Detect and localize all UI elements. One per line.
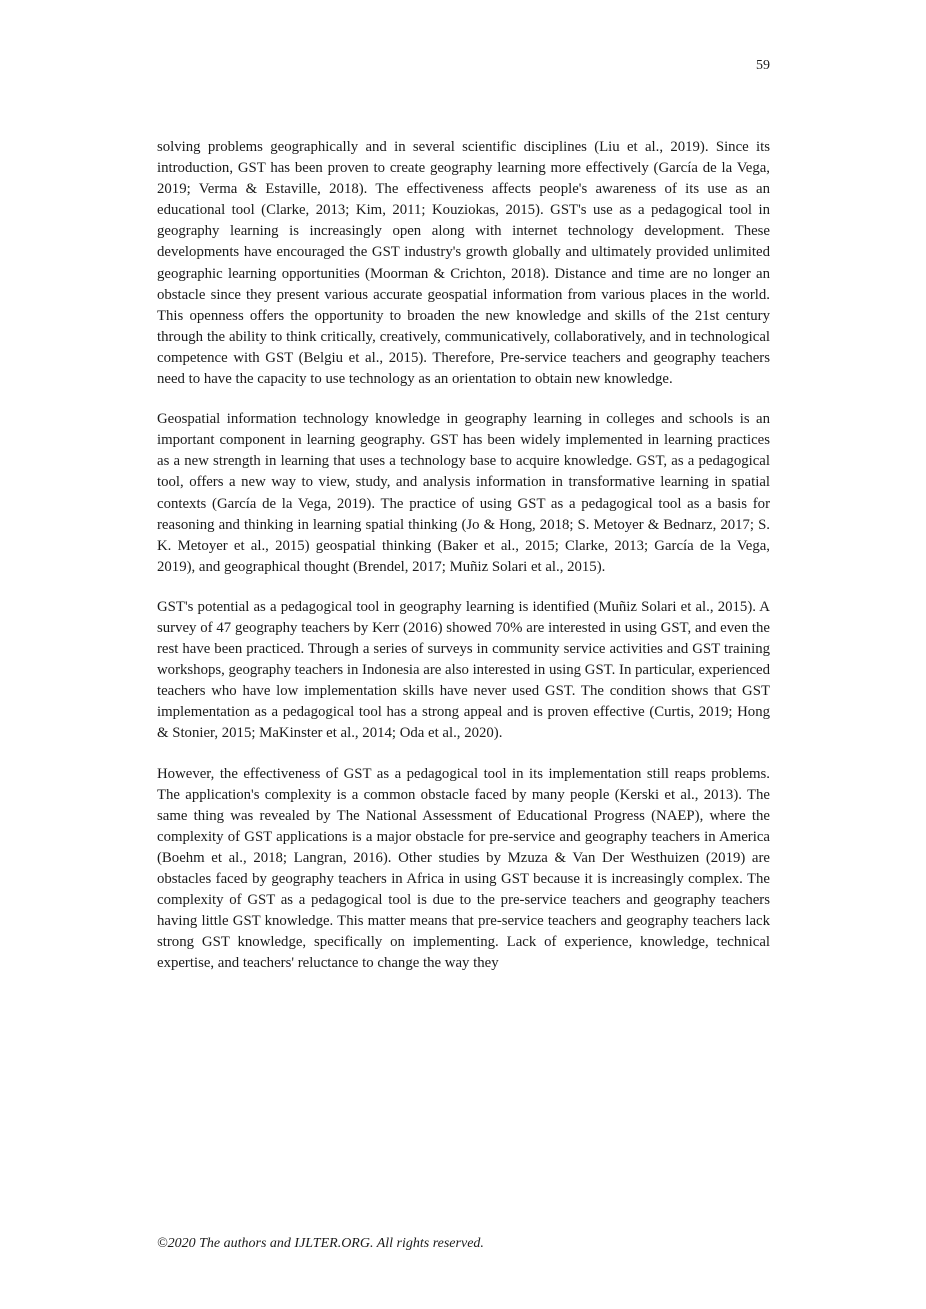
paragraph: Geospatial information technology knowledge in geography learning in colleges and schools is an important component in learning geography. GST has been widely implemented in learning practices as a new strength in learning that uses a technology base to acquire knowledge. GST, as a pedagogical tool, offers a new way to view, study, and analysis information in transformative learning in spatial contexts (García de la Vega, 2019). The practice of using GST as a pedagogical tool as a basis for reasoning and thinking in learning spatial thinking (Jo & Hong, 2018; S. Metoyer & Bednarz, 2017; S. K. Metoyer et al., 2015) geospatial thinking (Baker et al., 2015; Clarke, 2013; García de la Vega, 2019), and geographical thought (Brendel, 2017; Muñiz Solari et al., 2015).: [157, 411, 770, 575]
paragraph: However, the effectiveness of GST as a pedagogical tool in its implementation still reaps problems. The application's complexity is a common obstacle faced by many people (Kerski et al., 2013). The same thing was revealed by The National Assessment of Educational Progress (NAEP), where the complexity of GST applications is a major obstacle for pre-service and geography teachers in America (Boehm et al., 2018; Langran, 2016). Other studies by Mzuza & Van Der Westhuizen (2019) are obstacles faced by geography teachers in Africa in using GST because it is increasingly complex. The complexity of GST as a pedagogical tool is due to the pre-service teachers and geography teachers having little GST knowledge. This matter means that pre-service teachers and geography teachers lack strong GST knowledge, specifically on implementing. Lack of experience, knowledge, technical expertise, and teachers' reluctance to change the way they: [157, 765, 770, 972]
paragraph: GST's potential as a pedagogical tool in geography learning is identified (Muñiz Solari et al., 2015). A survey of 47 geography teachers by Kerr (2016) showed 70% are interested in using GST, and even the rest have been practiced. Through a series of surveys in community service activities and GST training workshops, geography teachers in Indonesia are also interested in using GST. In particular, experienced teachers who have low implementation skills have never used GST. The condition shows that GST implementation as a pedagogical tool has a strong appeal and is proven effective (Curtis, 2019; Hong & Stonier, 2015; MaKinster et al., 2014; Oda et al., 2020).: [157, 598, 771, 742]
paragraph: solving problems geographically and in several scientific disciplines (Liu et al., 2019). Since its introduction, GST has been proven to create geography learning more effectively (García de la Vega, 2019; Verma & Estaville, 2018). The effectiveness affects people's awareness of its use as an educational tool (Clarke, 2013; Kim, 2011; Kouziokas, 2015). GST's use as a pedagogical tool in geography learning is increasingly open along with internet technology development. These developments have encouraged the GST industry's growth globally and ultimately provided unlimited geographic learning opportunities (Moorman & Crichton, 2018). Distance and time are no longer an obstacle since they present various accurate geospatial information from various places in the world. This openness offers the opportunity to broaden the new knowledge and skills of the 21st century through the ability to think critically, creatively, communicatively, collaboratively, and in technological competence with GST (Belgiu et al., 2015). Therefore, Pre-service teachers and geography teachers need to have the capacity to use technology as an orientation to obtain new knowledge.: [157, 139, 770, 388]
body-text: [157, 137, 770, 993]
page-number: 59: [756, 58, 770, 73]
copyright-footer: ©2020 The authors and IJLTER.ORG. All rights reserved.: [157, 1236, 484, 1251]
